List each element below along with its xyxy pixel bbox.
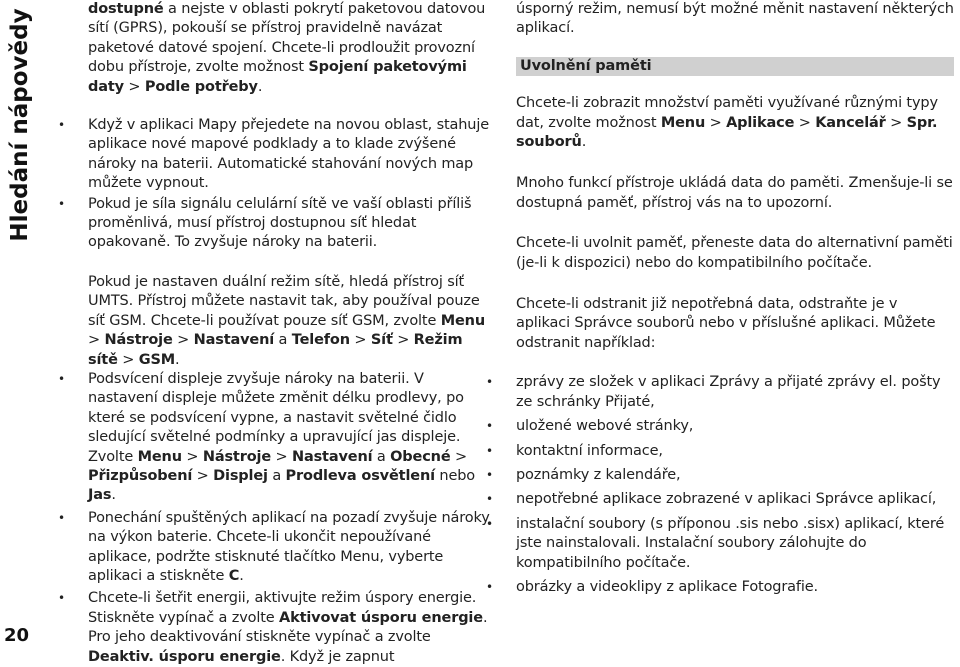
text-run: . Pro jeho deaktivování stiskněte vypínač a zvolte <box>88 609 488 646</box>
bold-term: Prodleva osvětlení <box>285 467 435 484</box>
right-column <box>516 0 954 602</box>
text-run: > <box>794 114 816 131</box>
text-run: a <box>372 448 391 465</box>
text-run: . <box>257 78 263 95</box>
text-run: > <box>271 448 292 465</box>
bold-term: Přizpůsobení <box>88 467 193 484</box>
bold-term: Spojení paketovými daty <box>88 59 467 95</box>
bold-term: Obecné <box>390 448 451 465</box>
text-run: a <box>267 467 286 484</box>
intro-paragraph <box>88 0 496 97</box>
bold-term: Nastavení <box>193 332 275 349</box>
deletable-items-list <box>516 373 954 597</box>
list-item: • uložené webové stránky, <box>516 417 954 436</box>
page-number: 20 <box>4 625 30 646</box>
text-run: . <box>581 134 587 151</box>
list-item: • kontaktní informace, <box>516 442 954 461</box>
bold-term: Nastavení <box>291 448 373 465</box>
text-run: Chcete-li zobrazit množství paměti využívané různými typy dat, zvolte možnost <box>516 95 938 131</box>
bold-term: Menu <box>440 312 485 329</box>
text-run: > <box>450 448 467 465</box>
bullet-backlight <box>88 370 496 506</box>
delete-data-paragraph <box>516 295 954 353</box>
bold-term: GSM <box>138 351 176 368</box>
bold-term: Nástroje <box>104 332 173 349</box>
text-run: > <box>885 114 907 131</box>
text-run: . Když je zapnut <box>280 648 395 665</box>
bold-term: Jas <box>88 487 112 504</box>
list-item: • poznámky z kalendáře, <box>516 466 954 485</box>
bold-term: Menu <box>660 114 706 131</box>
text-run: Podsvícení displeje zvyšuje nároky na baterii. V nastavení displeje můžete změnit délku prodlevy, po které se podsvícení vypne, a nastavit světelné čidlo sledující světelné podmínky a upravující jas displeje. Zvolte <box>88 370 464 465</box>
text-run: . <box>111 487 116 504</box>
bold-term: Síť <box>370 332 393 349</box>
list-item: • zprávy ze složek v aplikaci Zprávy a přijaté zprávy el. pošty ze schránky Přijaté, <box>516 373 954 412</box>
bold-term: Menu <box>137 448 182 465</box>
bullet-power-save <box>88 589 496 667</box>
list-item: • obrázky a videoklipy z aplikace Fotografie. <box>516 578 954 597</box>
list-item: • instalační soubory (s příponou .sis nebo .sisx) aplikací, které jste nainstalovali. Instalační soubory zálohujte do kompatibilního počítače. <box>516 515 954 573</box>
text-run: > <box>349 332 371 349</box>
text-run: > <box>88 332 105 349</box>
text-run: úsporný režim, nemusí být možné měnit nastavení některých aplikací. <box>516 1 954 37</box>
bullet-maps <box>88 116 496 194</box>
text-run: Pokud je nastaven duální režim sítě, hledá přístroj síť UMTS. Přístroj můžete nastavit tak, aby používal pouze síť GSM. Chcete-li používat pouze síť GSM, zvolte <box>88 273 480 329</box>
bold-term: Telefon <box>291 332 350 349</box>
text-run: . <box>175 351 180 368</box>
bold-term: Kancelář <box>815 114 886 131</box>
text-run: a nejste v oblasti pokrytí paketovou datovou sítí (GPRS), pokouší se přístroj pravidelně navázat paketové datové spojení. Chcete-li prodloužit provozní dobu přístroje, zvolte možnost <box>88 1 486 76</box>
transfer-data-paragraph <box>516 234 954 273</box>
text-run: Chcete-li odstranit již nepotřebná data, odstraňte je v aplikaci Správce souborů nebo v příslušné aplikaci. Můžete odstranit například: <box>516 296 936 351</box>
bold-term: Displej <box>213 467 268 484</box>
text-run: nebo <box>434 467 475 484</box>
memory-usage-paragraph <box>516 94 954 152</box>
text-run: . <box>239 567 244 584</box>
memory-warning-paragraph <box>516 174 954 213</box>
bold-term: Spr. souborů <box>516 114 938 151</box>
text-run: > <box>123 78 145 95</box>
bold-term: Deaktiv. úsporu energie <box>88 648 281 665</box>
bold-term: dostupné <box>88 1 164 17</box>
text-run: Mnoho funkcí přístroje ukládá data do paměti. Zmenšuje-li se dostupná paměť, přístroj vás na to upozorní. <box>516 175 953 211</box>
text-run: Chcete-li uvolnit paměť, přeneste data do alternativní paměti (je-li k dispozici) nebo do kompatibilního počítače. <box>516 235 953 271</box>
text-run: > <box>392 332 414 349</box>
bold-term: Nástroje <box>202 448 272 465</box>
text-run: > <box>172 332 194 349</box>
bold-term: Aplikace <box>726 114 795 131</box>
text-run: > <box>181 448 203 465</box>
bullet-background-apps <box>88 509 496 587</box>
bullet-signal <box>88 195 496 253</box>
dual-mode-paragraph <box>88 273 496 370</box>
chapter-title-text: Hledání nápovědy <box>7 8 33 242</box>
continuation-paragraph <box>516 0 954 39</box>
text-run: > <box>117 351 139 368</box>
text-run: > <box>192 467 214 484</box>
text-run: Pokud je síla signálu celulární sítě ve vaší oblasti příliš proměnlivá, musí přístroj dostupnou síť hledat opakovaně. To zvyšuje nároky na baterii. <box>88 195 472 251</box>
chapter-title-vertical <box>0 0 40 250</box>
section-heading: Uvolnění paměti <box>516 57 954 76</box>
bold-term: Aktivovat úsporu energie <box>279 609 483 626</box>
bold-term: Režim sítě <box>88 332 463 368</box>
text-run: Chcete-li šetřit energii, aktivujte režim úspory energie. Stiskněte vypínač a zvolte <box>88 590 477 626</box>
left-column <box>88 0 496 667</box>
text-run: Ponechání spuštěných aplikací na pozadí zvyšuje nároky na výkon baterie. Chcete-li ukončit nepoužívané aplikace, podržte stisknuté tlačítko Menu, vyberte aplikaci a stiskněte <box>88 509 490 584</box>
text-run: a <box>274 332 292 349</box>
text-run: > <box>705 114 727 131</box>
text-run: Když v aplikaci Mapy přejedete na novou oblast, stahuje aplikace nové mapové podklady a to klade zvýšené nároky na baterii. Automatické stahování nových map můžete vypnout. <box>88 117 489 192</box>
list-item: • nepotřebné aplikace zobrazené v aplikaci Správce aplikací, <box>516 490 954 509</box>
bold-term: Podle potřeby <box>144 78 258 95</box>
bold-term: C <box>228 567 240 584</box>
